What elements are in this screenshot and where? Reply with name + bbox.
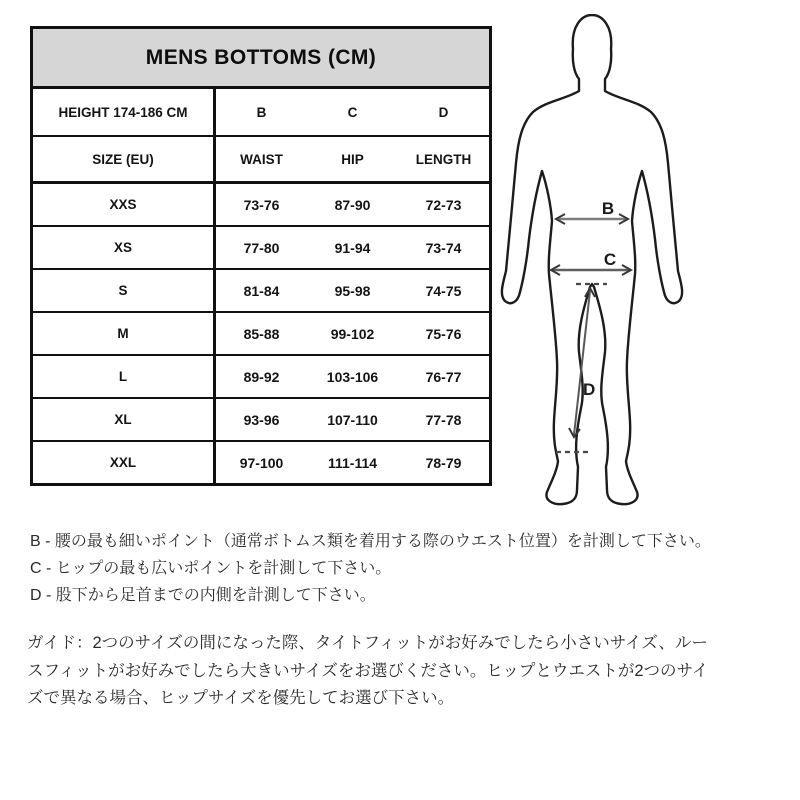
hip-label: C (603, 250, 617, 269)
hip-cell: 87-90 (334, 196, 371, 213)
table-row-xxs (33, 184, 489, 227)
size-eu-cell: SIZE (EU) (33, 137, 216, 181)
waist-cell: 89-92 (243, 368, 280, 385)
inseam-label: D (583, 380, 596, 399)
waist-cell: 77-80 (243, 239, 280, 256)
note-line-c: C - ヒップの最も広いポイントを計測して下さい。 (30, 560, 392, 577)
length-cell: 73-74 (425, 239, 462, 256)
header-cell-c: C (347, 104, 358, 120)
size-cell: XXL (33, 442, 216, 483)
hip-cell: 111-114 (327, 454, 378, 471)
inseam-arrow (569, 288, 595, 437)
table-row-xs (33, 227, 489, 270)
note-line-d: D - 股下から足首までの内側を計測して下さい。 (30, 587, 376, 604)
hip-arrow (551, 250, 631, 275)
header-cell-b: B (256, 104, 267, 120)
note-line-b: B - 腰の最も細いポイント（通常ボトムス類を着用する際のウエスト位置）を計測して下さい。 (30, 533, 711, 550)
measurement-notes (30, 528, 730, 609)
waist-cell: 85-88 (243, 325, 280, 342)
body-measurement-figure (498, 14, 698, 510)
table-row-xxl (33, 442, 489, 483)
length-cell: 74-75 (425, 282, 462, 299)
length-cell: 78-79 (425, 454, 462, 471)
waist-cell: 97-100 (239, 454, 284, 471)
body-diagram-svg (498, 14, 698, 510)
size-cell: S (33, 270, 216, 311)
size-cell: XS (33, 227, 216, 268)
body-outline-path (502, 15, 682, 504)
length-cell: 75-76 (425, 325, 462, 342)
waist-cell: 73-76 (243, 196, 280, 213)
header-cell-waist: WAIST (240, 151, 283, 167)
table-row-s (33, 270, 489, 313)
header-cell-hip: HIP (341, 151, 364, 167)
hip-cell: 91-94 (334, 239, 371, 256)
table-header-row-letters (33, 89, 489, 137)
waist-cell: 93-96 (243, 411, 280, 428)
size-cell: XL (33, 399, 216, 440)
header-cell-length: LENGTH (415, 151, 472, 167)
header-letter-cells (216, 89, 489, 135)
hip-cell: 95-98 (334, 282, 371, 299)
waist-arrow (556, 199, 628, 224)
table-title: MENS BOTTOMS (CM) (33, 29, 489, 89)
fit-guide-text: ガイド：2つのサイズの間になった際、タイトフィットがお好みでしたら小さいサイズ、ルースフィットがお好みでしたら大きいサイズをお選びください。ヒップとウエストが2つのサイズで異なる場合、ヒップサイズを優先してお選び下さい。 (27, 634, 709, 707)
waist-cell: 81-84 (243, 282, 280, 299)
length-cell: 77-78 (425, 411, 462, 428)
table-row-l (33, 356, 489, 399)
length-cell: 72-73 (425, 196, 462, 213)
table-row-xl (33, 399, 489, 442)
table-row-m (33, 313, 489, 356)
hip-cell: 107-110 (327, 411, 378, 428)
height-range-cell: HEIGHT 174-186 CM (33, 89, 216, 135)
size-cell: XXS (33, 184, 216, 225)
header-measure-cells (216, 137, 489, 181)
size-cell: M (33, 313, 216, 354)
header-cell-d: D (438, 104, 449, 120)
hip-cell: 103-106 (326, 368, 379, 385)
table-header-row-measures (33, 137, 489, 184)
waist-label: B (601, 199, 615, 218)
size-cell: L (33, 356, 216, 397)
hip-cell: 99-102 (330, 325, 375, 342)
length-cell: 76-77 (425, 368, 462, 385)
size-chart-table (30, 26, 492, 486)
